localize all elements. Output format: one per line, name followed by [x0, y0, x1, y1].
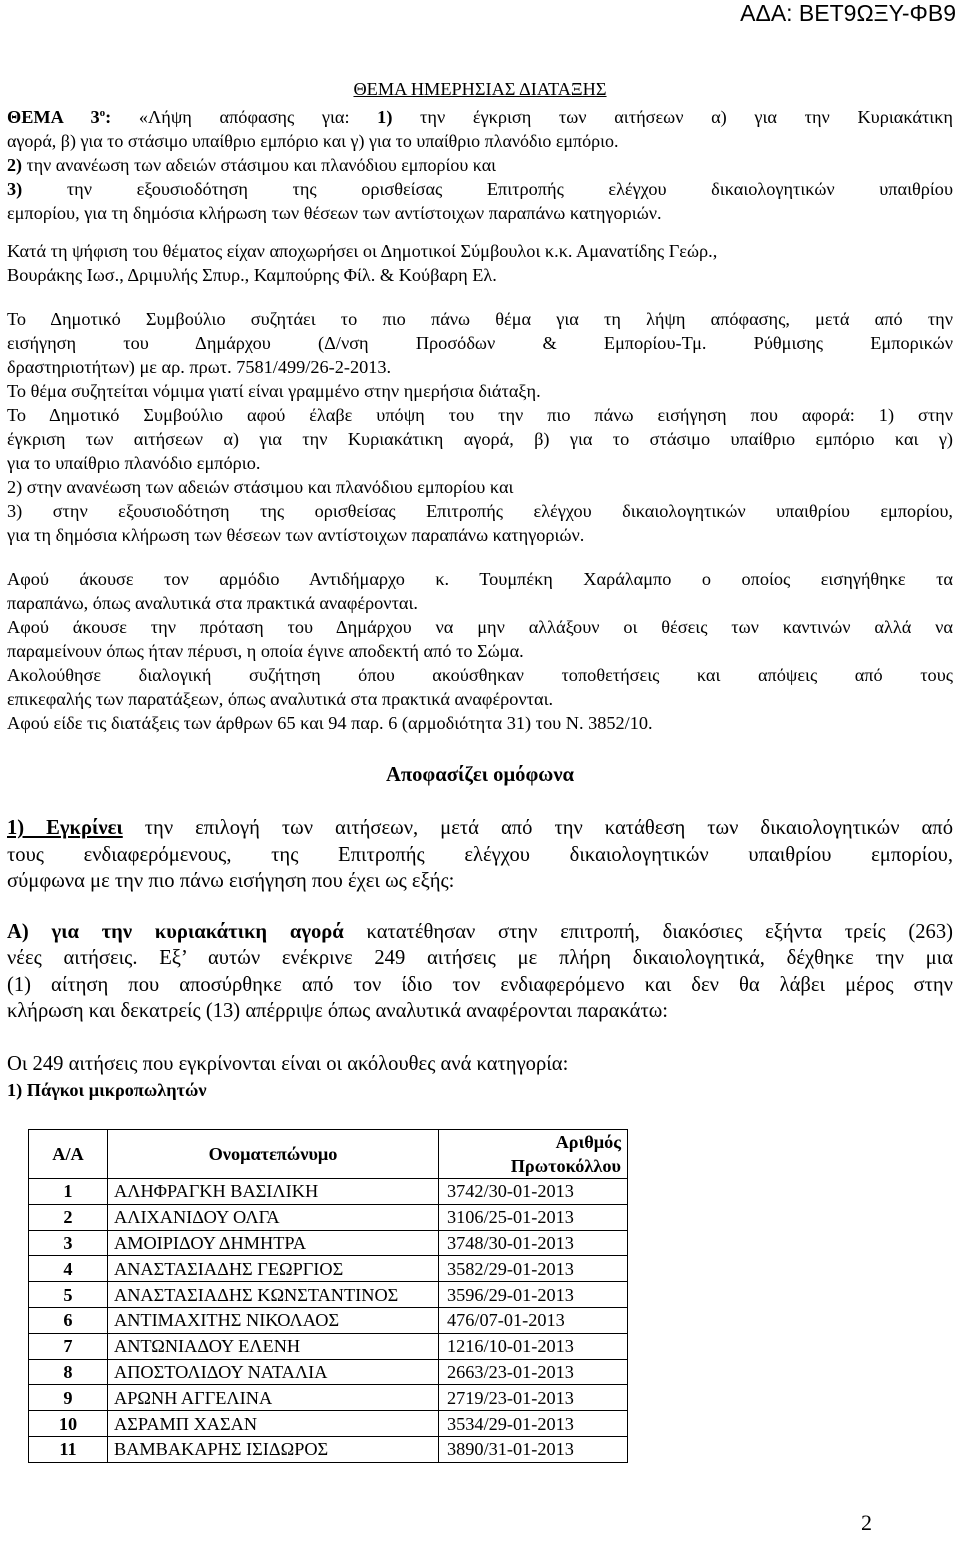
cell-protocol: 2719/23-01-2013	[439, 1385, 628, 1411]
hearing-line6: επικεφαλής των παρατάξεων, όπως αναλυτικά στα πρακτικά αναφέρονται.	[7, 689, 554, 710]
cell-name: ΑΠΟΣΤΟΛΙΔΟΥ ΝΑΤΑΛΙΑ	[108, 1359, 439, 1385]
category-heading: 1) Πάγκοι μικροπωλητών	[7, 1080, 207, 1101]
cell-name: ΑΝΑΣΤΑΣΙΑΔΗΣ ΚΩΝΣΤΑΝΤΙΝΟΣ	[108, 1282, 439, 1308]
cell-name: ΑΛΗΦΡΑΓΚΗ ΒΑΣΙΛΙΚΗ	[108, 1179, 439, 1205]
cell-protocol: 3748/30-01-2013	[439, 1230, 628, 1256]
cell-protocol: 3534/29-01-2013	[439, 1411, 628, 1437]
sunday-market-line4: κλήρωση και δεκατρείς (13) απέρριψε όπως αναλυτικά αναφέρονται παρακάτω:	[7, 1000, 668, 1023]
intro-line7: για το υπαίθριο πλανόδιο εμπόριο.	[7, 453, 261, 474]
decision-approve-line2: τους ενδιαφερόμενους, της Επιτροπής ελέγχου δικαιολογητικών υπαιθρίου εμπορίου,	[7, 843, 953, 866]
hearing-line5: Ακολούθησε διαλογική συζήτηση όπου ακούσθηκαν τοποθετήσεις και απόψεις από τους	[7, 665, 953, 686]
cell-aa: 1	[29, 1179, 108, 1205]
cell-name: ΑΝΤΙΜΑΧΙΤΗΣ ΝΙΚΟΛΑΟΣ	[108, 1308, 439, 1334]
agenda-heading: ΘΕΜΑ ΗΜΕΡΗΣΙΑΣ ΔΙΑΤΑΞΗΣ	[353, 79, 607, 99]
document-body	[7, 77, 953, 1463]
cell-aa: 7	[29, 1333, 108, 1359]
cell-name: ΑΣΡΑΜΠ ΧΑΣΑΝ	[108, 1411, 439, 1437]
table-row	[29, 1359, 628, 1385]
cell-aa: 6	[29, 1308, 108, 1334]
cell-protocol: 3582/29-01-2013	[439, 1256, 628, 1282]
table-row	[29, 1411, 628, 1437]
table-row	[29, 1282, 628, 1308]
cell-name: ΑΝΑΣΤΑΣΙΑΔΗΣ ΓΕΩΡΓΙΟΣ	[108, 1256, 439, 1282]
cell-protocol: 476/07-01-2013	[439, 1308, 628, 1334]
cell-protocol: 3742/30-01-2013	[439, 1179, 628, 1205]
cell-name: ΑΝΤΩΝΙΑΔΟΥ ΕΛΕΝΗ	[108, 1333, 439, 1359]
intro-line8: 2) στην ανανέωση των αδειών στάσιμου και πλανόδιου εμπορίου και	[7, 477, 514, 498]
cell-name: ΒΑΜΒΑΚΑΡΗΣ ΙΣΙΔΩΡΟΣ	[108, 1437, 439, 1463]
table-row	[29, 1385, 628, 1411]
sunday-market-line1: Α) για την κυριακάτικη αγορά κατατέθησαν στην επιτροπή, διακόσιες εξήντα τρείς (263)	[7, 920, 953, 943]
cell-protocol: 3106/25-01-2013	[439, 1204, 628, 1230]
cell-aa: 3	[29, 1230, 108, 1256]
intro-line1: Το Δημοτικό Συμβούλιο συζητάει το πιο πάνω θέμα για τη λήψη απόφασης, μετά από την	[7, 309, 953, 330]
column-header-aa: Α/Α	[29, 1130, 108, 1179]
cell-aa: 4	[29, 1256, 108, 1282]
ada-code: ΑΔΑ: ΒΕΤ9ΩΞΥ-ΦΒ9	[740, 0, 956, 26]
cell-aa: 9	[29, 1385, 108, 1411]
cell-name: ΑΜΟΙΡΙΔΟΥ ΔΗΜΗΤΡΑ	[108, 1230, 439, 1256]
table-row	[29, 1179, 628, 1205]
applicants-table	[28, 1129, 628, 1463]
column-header-name: Ονοματεπώνυμο	[108, 1130, 439, 1179]
hearing-line3: Αφού άκουσε την πρόταση του Δημάρχου να μην αλλάξουν οι θέσεις των καντινών αλλά να	[7, 617, 953, 638]
hearing-line1: Αφού άκουσε τον αρμόδιο Αντιδήμαρχο κ. Τουμπέκη Χαράλαμπο ο οποίος εισηγήθηκε τα	[7, 569, 953, 590]
approved-summary: Οι 249 αιτήσεις που εγκρίνονται είναι οι ακόλουθες ανά κατηγορία:	[7, 1052, 569, 1075]
table-row	[29, 1230, 628, 1256]
abstention-line1: Κατά τη ψήφιση του θέματος είχαν αποχωρήσει οι Δημοτικοί Σύμβουλοι κ.κ. Αμανατίδης Γεώρ.,	[7, 241, 718, 262]
cell-aa: 5	[29, 1282, 108, 1308]
table-row	[29, 1256, 628, 1282]
table-row	[29, 1437, 628, 1463]
decision-approve-line3: σύμφωνα με την πιο πάνω εισήγηση που έχει ως εξής:	[7, 870, 455, 893]
approve-label: 1) Εγκρίνει	[7, 817, 123, 840]
intro-line6: έγκριση των αιτήσεων α) για την Κυριακάτικη αγορά, β) για το στάσιμο υπαίθριο εμπόριο και γ)	[7, 429, 953, 450]
cell-aa: 2	[29, 1204, 108, 1230]
agenda-theme-line2: αγορά, β) για το στάσιμο υπαίθριο εμπόριο και γ) για το υπαίθριο πλανόδιο εμπόριο.	[7, 131, 619, 152]
cell-protocol: 1216/10-01-2013	[439, 1333, 628, 1359]
intro-line2: εισήγηση του Δημάρχου (Δ/νση Προσόδων & Εμπορίου-Τμ. Ρύθμισης Εμπορικών	[7, 333, 953, 354]
table-row	[29, 1204, 628, 1230]
cell-name: ΑΛΙΧΑΝΙΔΟΥ ΟΛΓΑ	[108, 1204, 439, 1230]
intro-line10: για τη δημόσια κλήρωση των θέσεων των αντίστοιχων παραπάνω κατηγοριών.	[7, 525, 585, 546]
cell-protocol: 2663/23-01-2013	[439, 1359, 628, 1385]
table-row	[29, 1333, 628, 1359]
cell-aa: 10	[29, 1411, 108, 1437]
intro-line4: Το θέμα συζητείται νόμιμα γιατί είναι γραμμένο στην ημερήσια διάταξη.	[7, 381, 541, 402]
cell-protocol: 3890/31-01-2013	[439, 1437, 628, 1463]
sunday-market-line2: νέες αιτήσεις. Εξ’ αυτών ενέκρινε 249 αιτήσεις με πλήρη δικαιολογητικά, δέχθηκε την μια	[7, 947, 953, 970]
agenda-theme-line3: 2) την ανανέωση των αδειών στάσιμου και πλανόδιου εμπορίου και	[7, 155, 496, 176]
intro-line3: δραστηριοτήτων) με αρ. πρωτ. 7581/499/26-2-2013.	[7, 357, 392, 378]
abstention-line2: Βουράκης Ιωσ., Δριμυλής Σπυρ., Καμπούρης Φίλ. & Κούβαρη Ελ.	[7, 265, 497, 286]
agenda-theme-line1: ΘΕΜΑ $3^o$: «Λήψη απόφασης για: 1) την έγκριση των αιτήσεων α) για την Κυριακάτικη	[7, 107, 953, 128]
cell-protocol: 3596/29-01-2013	[439, 1282, 628, 1308]
sunday-market-line3: (1) αίτηση που αποσύρθηκε από τον ίδιο τον ενδιαφερόμενο και δεν θα λάβει μέρος στην	[7, 973, 953, 996]
sunday-market-label: Α) για την κυριακάτικη αγορά	[7, 920, 344, 943]
hearing-line4: παραμείνουν όπως ήταν πέρυσι, η οποία έγινε αποδεκτή από το Σώμα.	[7, 641, 524, 662]
cell-name: ΑΡΩΝΗ ΑΓΓΕΛΙΝΑ	[108, 1385, 439, 1411]
table-header-row	[29, 1130, 628, 1179]
decision-title: Αποφασίζει ομόφωνα	[385, 764, 575, 787]
cell-aa: 11	[29, 1437, 108, 1463]
decision-approve-line1: 1) Εγκρίνει την επιλογή των αιτήσεων, μετά από την κατάθεση των δικαιολογητικών από	[7, 817, 953, 840]
hearing-line2: παραπάνω, όπως αναλυτικά στα πρακτικά αναφέρονται.	[7, 593, 418, 614]
cell-aa: 8	[29, 1359, 108, 1385]
agenda-theme-line5: εμπορίου, για τη δημόσια κλήρωση των θέσεων των αντίστοιχων παραπάνω κατηγοριών.	[7, 203, 662, 224]
intro-line5: Το Δημοτικό Συμβούλιο αφού έλαβε υπόψη του την πιο πάνω εισήγηση που αφορά: 1) στην	[7, 405, 953, 426]
page-number: 2	[861, 1510, 872, 1535]
table-row	[29, 1308, 628, 1334]
agenda-theme-line4: 3) την εξουσιοδότηση της ορισθείσας Επιτροπής ελέγχου δικαιολογητικών υπαιθρίου	[7, 179, 953, 200]
intro-line9: 3) στην εξουσιοδότηση της ορισθείσας Επιτροπής ελέγχου δικαιολογητικών υπαιθρίου εμπορίου,	[7, 501, 953, 522]
column-header-protocol: Αριθμός Πρωτοκόλλου	[439, 1130, 628, 1179]
hearing-line7: Αφού είδε τις διατάξεις των άρθρων 65 και 94 παρ. 6 (αρμοδιότητα 31) του Ν. 3852/10.	[7, 713, 653, 734]
theme-label: ΘΕΜΑ $3^o$:	[7, 107, 112, 128]
